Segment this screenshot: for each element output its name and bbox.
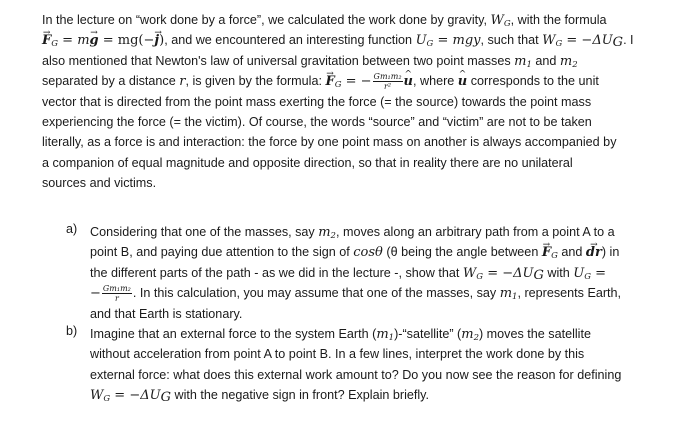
math-W: $W_G$ [490, 13, 511, 29]
intro-line-1 [42, 10, 682, 30]
intro-line-6: experiencing the force (= the victim). Of course, the words “source” and “victim” are not to be taken [42, 114, 592, 129]
question-a: a) Considering that one of the masses, say $m_2$, moves along an arbitrary path from a point A to a point B, and paying due attention to the sign of cosθ (θ being the angle between → $F_G$ and → dr) in the different parts of the path - as we did in the lecture -, show that $W_G = -\Delta U_G$ with $U_G$ = − $\frac{\text{Gm₁m₂}}{r}$ . In this calculation, you may assume that one of the masses, say $m_1$, represents Earth, and that Earth is stationary. [66, 222, 682, 324]
math-mg-vector: m→ g [77, 33, 98, 48]
math-j-vector: → j [154, 31, 159, 51]
question-list [66, 222, 682, 406]
math-force-vector: → $F_G$ [542, 245, 558, 260]
question-label: b) [66, 323, 78, 338]
question-b: b) Imagine that an external force to the system Earth $(m_1)-“satellite$” $(m_2)$ moves the satellite without acceleration from point A to point B. In a few lines, interpret the work done by this external force: what does this external work amount to? Do you now see the reason for defining $W_G = -\Delta U_G$ with the negative sign in front? Explain briefly. [66, 323, 622, 406]
intro-paragraph [42, 10, 682, 194]
math-force-vector: → $F_G$ [42, 33, 58, 48]
intro-line-8: a companion of equal magnitude and opposite direction, so that in reality there are no unilateral [42, 155, 573, 170]
intro-text: In the lecture on “work done by a force”, we calculated the work done by gravity, [42, 13, 491, 27]
math-unit-vector-u: ^ u [404, 72, 413, 92]
question-label: a) [66, 222, 78, 236]
intro-text: , and we encountered an interesting function [164, 33, 416, 48]
intro-line-5: vector that is directed from the point mass exerting the force (= the source) towards the point mass [42, 94, 592, 109]
intro-text: , with the formula [510, 13, 607, 27]
intro-line-9: sources and victims. [42, 176, 157, 191]
math-force-vector: → $F_G$ [325, 74, 341, 89]
intro-text: . I [623, 33, 634, 48]
math-fraction: $\frac{\text{Gm₁m₂}}{\text{r²}}$ [373, 72, 402, 92]
math-unit-vector-u: ^ u [458, 72, 467, 92]
intro-line-7: literally, as a force is and interaction: the force by one point mass on another is always accompanied by [42, 135, 617, 150]
intro-text: , such that [480, 33, 543, 48]
intro-line-2: → $F_G = m\to g = mg(-\to j)$, and we encountered an interesting function $U_G$ = mgy, such that $W_G = -\Delta U_G$. I [42, 30, 682, 50]
math-fraction: $\frac{\text{Gm₁m₂}}{r}$ [102, 284, 131, 304]
math-dr-vector: → dr [586, 243, 602, 263]
intro-line-4: separated by a distance r, is given by the formula: → $F_G$ = − $\frac{\text{Gm₁m₂}}{\text{r²}}$ ^ u, where ^ u corresponds to the unit [42, 71, 682, 91]
intro-line-3: also mentioned that Newton's law of universal gravitation between two point masses $m_1$ and $m_2$ [42, 53, 578, 70]
